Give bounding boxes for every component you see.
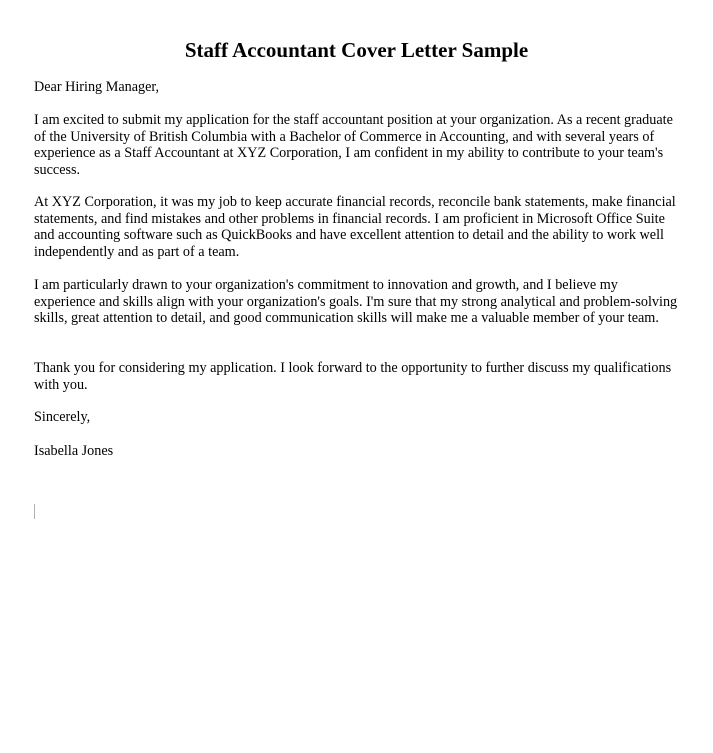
paragraph-experience: At XYZ Corporation, it was my job to keep accurate financial records, reconcile bank statements, make financial statements, and find mistakes and other problems in financial records. I am proficient in Microsoft Office Suite and accounting software such as QuickBooks and have excellent attention to detail and the ability to work well independently and as part of a team. [34, 194, 676, 260]
signature: Isabella Jones [34, 443, 114, 459]
closing: Sincerely, [34, 409, 91, 425]
text-cursor[interactable] [34, 504, 35, 519]
paragraph-thanks: Thank you for considering my application. I look forward to the opportunity to further discuss my qualifications with you. [34, 360, 672, 393]
paragraph-introduction: I am excited to submit my application for the staff accountant position at your organization. As a recent graduate of the University of British Columbia with a Bachelor of Commerce in Accounting, and with several years of experience as a Staff Accountant at XYZ Corporation, I am confident in my ability to contribute to your team's success. [34, 112, 673, 178]
document-title: Staff Accountant Cover Letter Sample [184, 38, 529, 62]
greeting: Dear Hiring Manager, [34, 79, 160, 95]
paragraph-motivation: I am particularly drawn to your organization's commitment to innovation and growth, and I believe my experience and skills align with your organization's goals. I'm sure that my strong analytical and problem-solving skills, great attention to detail, and good communication skills will make me a valuable member of your team. [34, 277, 678, 326]
